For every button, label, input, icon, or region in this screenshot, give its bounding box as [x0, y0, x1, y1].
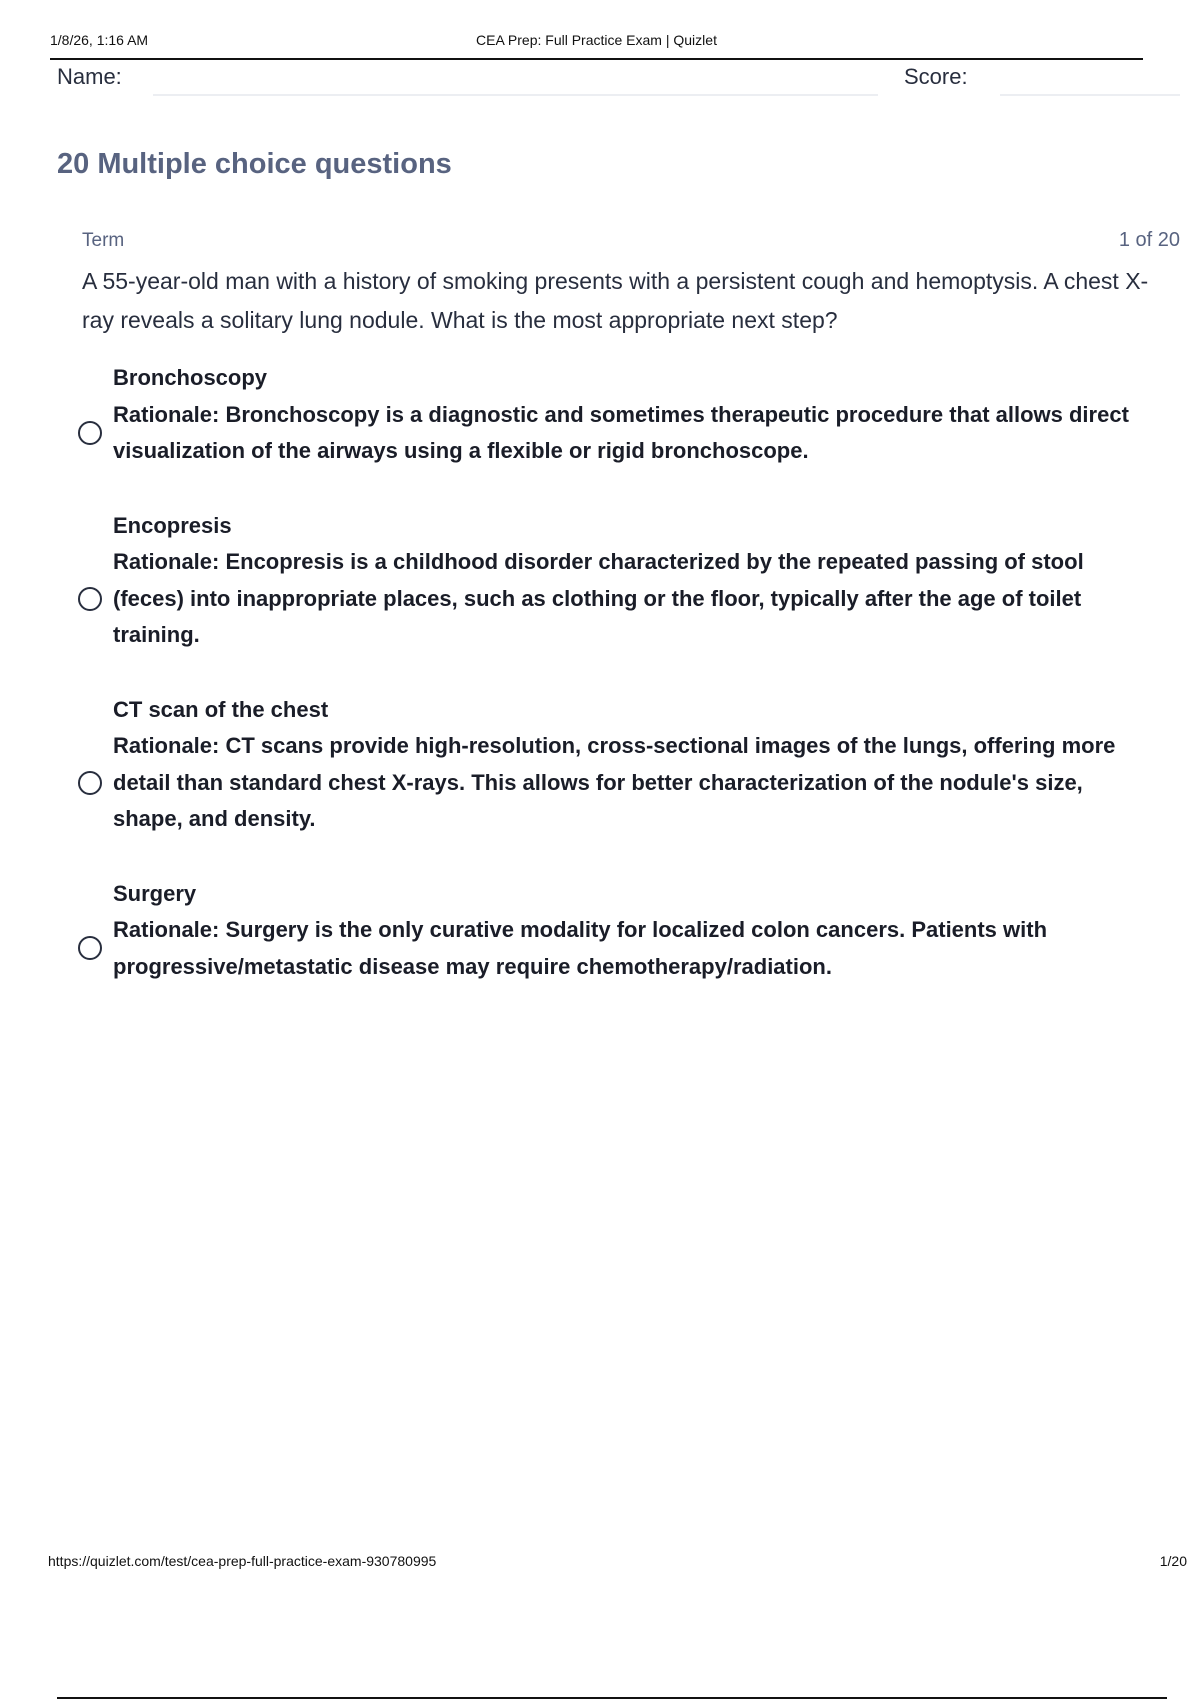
print-title: CEA Prep: Full Practice Exam | Quizlet	[476, 32, 717, 48]
option-text[interactable]	[113, 508, 1158, 654]
radio-button[interactable]	[78, 771, 102, 795]
option-text[interactable]	[113, 876, 1158, 986]
name-label: Name:	[57, 64, 122, 89]
option-answer: Bronchoscopy	[113, 365, 268, 390]
name-score-row	[57, 64, 1180, 98]
answer-option[interactable]	[78, 360, 1158, 470]
score-field[interactable]	[1000, 94, 1180, 96]
option-text[interactable]	[113, 360, 1158, 470]
option-answer: Surgery	[113, 880, 197, 906]
option-text[interactable]	[113, 692, 1158, 838]
radio-button[interactable]	[78, 421, 102, 445]
section-title: 20 Multiple choice questions	[57, 148, 452, 180]
option-rationale: Rationale: CT scans provide high-resolution, cross-sectional images of the lungs, offering more detail than standard chest X-rays. This allows for better characterization of the nodule's size, shape, and density.	[113, 733, 1116, 831]
name-field[interactable]	[153, 94, 878, 96]
bottom-divider	[57, 1697, 1167, 1699]
term-label: Term	[82, 230, 125, 251]
answer-options	[78, 360, 1158, 1023]
score-label: Score:	[904, 64, 968, 89]
answer-option[interactable]	[78, 692, 1158, 838]
option-answer: Encopresis	[113, 512, 232, 538]
question-counter: 1 of 20	[1118, 229, 1180, 251]
answer-option[interactable]	[78, 508, 1158, 654]
option-rationale: Rationale: Encopresis is a childhood disorder characterized by the repeated passing of stool (feces) into inappropriate places, such as clothing or the floor, typically after the age of toilet training.	[113, 549, 1084, 647]
option-rationale: Rationale: Surgery is the only curative modality for localized colon cancers. Patients with progressive/metastatic disease may require chemotherapy/radiation.	[113, 917, 1048, 979]
question-text: A 55-year-old man with a history of smoking presents with a persistent cough and hemoptysis. A chest X-ray reveals a solitary lung nodule. What is the most appropriate next step?	[82, 268, 1149, 333]
footer-page-number: 1/20	[1159, 1553, 1187, 1569]
print-header	[50, 32, 1143, 60]
radio-button[interactable]	[78, 936, 102, 960]
radio-button[interactable]	[78, 587, 102, 611]
option-rationale: Rationale: Bronchoscopy is a diagnostic and sometimes therapeutic procedure that allows direct visualization of the airways using a flexible or rigid bronchoscope.	[113, 401, 1129, 463]
footer-url: https://quizlet.com/test/cea-prep-full-practice-exam-930780995	[48, 1553, 437, 1569]
option-answer: CT scan of the chest	[113, 696, 329, 722]
answer-option[interactable]	[78, 876, 1158, 986]
print-datetime: 1/8/26, 1:16 AM	[50, 32, 149, 48]
